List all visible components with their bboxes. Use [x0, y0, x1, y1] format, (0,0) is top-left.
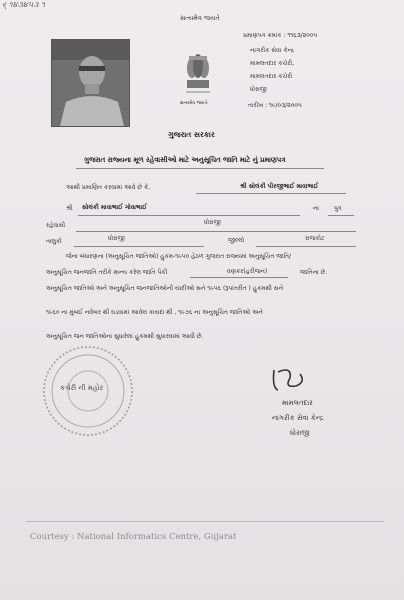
issuer-title: ગુજરાત સરકાર — [168, 130, 215, 139]
courtesy-text: Courtesy : National Informatics Centre, Gujarat — [30, 532, 237, 542]
office-line-3: મામલતદાર કચેરી — [250, 73, 293, 80]
office-line-1: નાગરીક સેવા કેન્દ્ર — [250, 47, 295, 54]
father-name-line — [196, 193, 346, 194]
caste-value: વણકર(હરીજન) — [227, 268, 268, 275]
emblem-caption: સત્યમેવ જયતે — [180, 101, 208, 106]
father-name: શ્રી સોલંકી પીરજીભાઈ માવાભાઈ — [240, 183, 319, 190]
office-line-2: મામલતદાર કચેરી, — [250, 60, 295, 67]
title-underline — [76, 168, 324, 169]
body-line-4: ૧૯૬૦ ના મુંબઈ નવેંબર થી ઘડવામાં આવેલ કાયદા થી , ૧૯૭૬ ના અનુસૂચિત જાતિઓ અને — [46, 309, 263, 316]
district-label: જીલ્લો — [228, 237, 245, 244]
relation-text: પુત્ર — [334, 205, 342, 212]
na-text: ના — [313, 205, 319, 212]
applicant-photo — [51, 39, 130, 127]
district-value: રાજકોટ — [305, 235, 325, 242]
certificate-date: તારીખ : ૧૯/૦૩/૨૦૦૫ — [248, 102, 302, 109]
village-line — [76, 231, 356, 232]
village-value: ધોરાજી — [204, 219, 221, 226]
handwritten-note: ર્ ૧૪૩૪૫૩ ૧ — [2, 0, 45, 9]
resident-label: રહેવાસી — [46, 222, 66, 229]
applicant-name: સોલંકી માવાભાઈ ગોવાભાઈ — [82, 204, 147, 211]
applicant-name-line — [78, 215, 300, 216]
caste-line — [190, 277, 288, 278]
relation-line — [328, 215, 354, 216]
body-line-2a: અનુસૂચિત જનજાતિ તરીકે માન્ય કરેલ જાતિ પૈકી — [46, 269, 168, 276]
body-line-1: જેના બંધારણના (અનુસૂચિત જાતિઓ) હુકમ-૧૯૫૦ હેઠળ ગુજરાત રાજ્યમાં અનુસૂચિત જાતિ/ — [66, 253, 291, 260]
seal-text: કચેરી ની મહોર — [60, 384, 104, 392]
taluka-label: તાલુકો — [46, 238, 62, 245]
body-line-5: અનુસૂચિત જન જાતિઓના સુધારેલા હુકમથી સુધારવામાં આવી છે. — [46, 333, 204, 340]
certificate-title: ગુજરાત રાજ્યના મૂળ રહેવાસીઓ માટે અનુસૂચિત જાતિ માટે નું પ્રમાણપત્ર — [84, 156, 286, 164]
officer-office: નાગરીક સેવા કેન્દ્ર — [272, 414, 324, 422]
office-line-4: ધોરાજી — [250, 86, 267, 93]
officer-place: ધોરાજી — [290, 429, 310, 437]
motto-text: સત્યમેવ જયતે — [180, 14, 220, 22]
body-line-3: અનુસૂચિત જાતિઓ અને અનુસૂચિત જનજાતિઓની યાદીઓ સને ૧૯૫૬ (રૂપાંતરીત ) હુકમથી સને — [46, 285, 284, 292]
footer-divider — [26, 521, 384, 522]
certify-text: આથી પ્રમાણિત કરવામાં આવે છે કે, — [66, 184, 151, 191]
signature-icon — [270, 366, 308, 396]
state-emblem-icon — [180, 50, 216, 102]
taluka-value: ધોરાજી — [108, 235, 125, 242]
shri-prefix: શ્રી — [66, 205, 73, 212]
taluka-line — [74, 246, 204, 247]
certificate-number: પ્રમાણપત્ર ક્રમાંક : ૧૧૬૩/૨૦૦૫ — [243, 32, 318, 39]
officer-title: મામલતદાર — [282, 399, 313, 407]
body-line-2b: જાતિના છે. — [300, 269, 328, 276]
district-line — [256, 246, 356, 247]
